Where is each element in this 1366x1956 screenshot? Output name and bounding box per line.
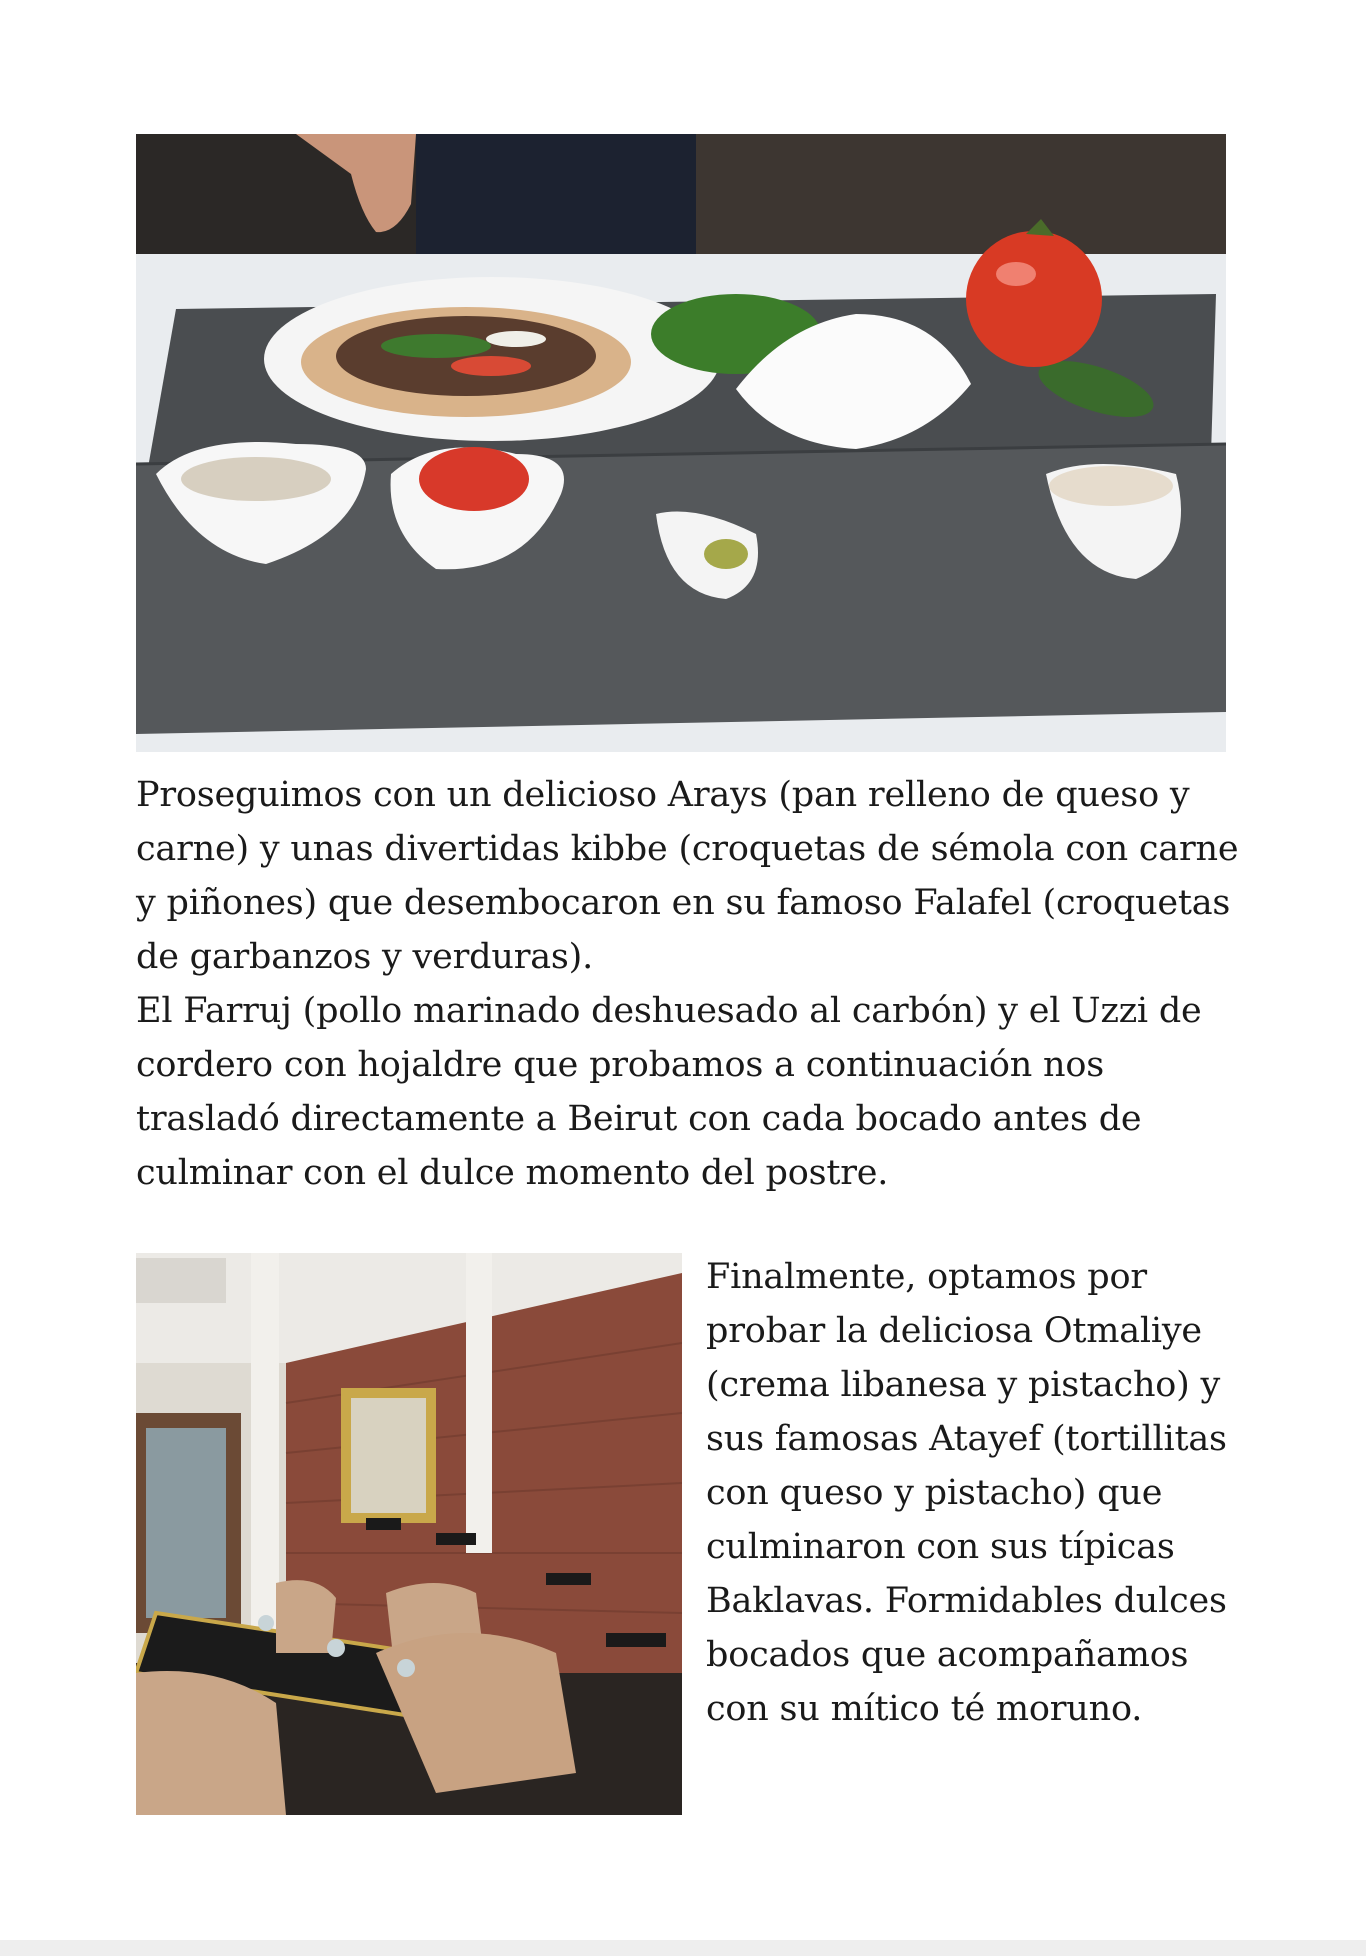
main-paragraphs xyxy=(136,768,1246,1200)
dessert-paragraph: Finalmente, optamos por probar la deliciosa Otmaliye (crema libanesa y pistacho) y sus famosas Atayef (tortillitas con queso y pistacho) que culminaron con sus típicas Baklavas. Formidables dulces bocados que acompañamos con su mítico té moruno. xyxy=(706,1257,1227,1729)
food-photo xyxy=(136,134,1226,752)
paragraph-farruj: El Farruj (pollo marinado deshuesado al carbón) y el Uzzi de cordero con hojaldre que probamos a continuación nos trasladó directamente a Beirut con cada bocado antes de culminar con el dulce momento del postre. xyxy=(136,991,1202,1193)
restaurant-interior-illustration xyxy=(136,1253,682,1815)
page-bottom-edge xyxy=(0,1940,1366,1956)
restaurant-interior-photo xyxy=(136,1253,682,1815)
paragraph-arays: Proseguimos con un delicioso Arays (pan relleno de queso y carne) y unas divertidas kibbe (croquetas de sémola con carne y piñones) que desembocaron en su famoso Falafel (croquetas de garbanzos y verduras). xyxy=(136,775,1239,977)
food-photo-illustration xyxy=(136,134,1226,752)
